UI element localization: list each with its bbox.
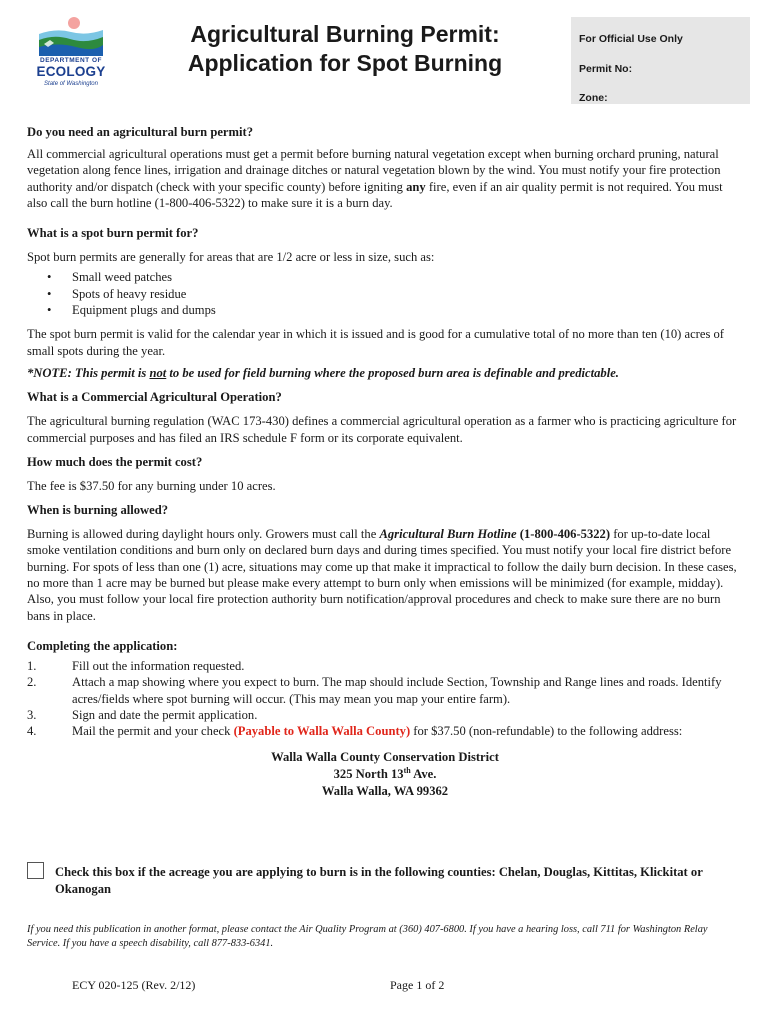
logo-department-text: DEPARTMENT OF (40, 57, 102, 64)
emphasis-not: not (149, 365, 167, 380)
form-number: ECY 020-125 (Rev. 2/12) (72, 978, 196, 992)
accessibility-footnote: If you need this publication in another format, please contact the Air Quality Program at (360) 407-6800. If you have a hearing loss, call 711 for Washington Relay Service. If you have a speech disability, call 877-833-6341. (27, 924, 708, 949)
address-line-2 (27, 766, 743, 783)
ecology-logo-graphic (36, 14, 106, 58)
step-text: Attach a map showing where you expect to burn. The map should include Section, Township and Range lines and roads. Identify acres/fields where spot burning will occur. (This may mean you map your entire farm). (72, 675, 722, 706)
section-text-commercial-operation: The agricultural burning regulation (WAC 173-430) defines a commercial agricultural operation as a farmer who is practicing agriculture for commercial purposes and has filed an IRS schedule F form or its corporate equivalent. (27, 414, 737, 445)
note-text (27, 365, 743, 381)
section-text-spot-burn-validity: The spot burn permit is valid for the calendar year in which it is issued and is good for a cumulative total of no more than ten (10) acres of small spots during the year. (27, 327, 725, 358)
emphasis-any: any (406, 179, 426, 194)
zone-label: Zone: (579, 92, 608, 104)
payable-to-note: (Payable to Walla Walla County) (233, 724, 411, 739)
official-use-box (571, 17, 750, 104)
text-run: to be used for field burning where the proposed burn area is definable and predictable. (166, 365, 619, 380)
step-text: for $37.50 (non-refundable) to the following address: (410, 724, 683, 739)
permit-number-label: Permit No: (579, 63, 633, 75)
list-item-text: Small weed patches (72, 270, 173, 285)
text-run: *NOTE: This permit is (27, 365, 150, 380)
section-text-permit-cost: The fee is $37.50 for any burning under 10 acres. (27, 478, 276, 493)
list-item (27, 302, 743, 318)
title-line-1: Agricultural Burning Permit: (190, 21, 500, 47)
bullet-icon: • (47, 286, 52, 301)
county-checkbox-label: Check this box if the acreage you are applying to burn is in the following counties: Chelan, Douglas, Kittitas, Klickitat or Okanogan (55, 865, 703, 896)
mailing-address (27, 749, 743, 800)
list-item (27, 723, 743, 739)
bullet-icon: • (47, 270, 52, 285)
section-heading-permit-cost: How much does the permit cost? (27, 454, 203, 469)
section-text-spot-burn-intro: Spot burn permits are generally for areas that are 1/2 acre or less in size, such as: (27, 250, 435, 265)
application-steps-list (27, 658, 743, 739)
section-heading-spot-burn: What is a spot burn permit for? (27, 226, 199, 241)
step-number: 1. (27, 658, 37, 673)
document-title (150, 20, 540, 78)
logo-ecology-text: ECOLOGY (36, 64, 106, 79)
text-run: Burning is allowed during daylight hours only. Growers must call the (27, 527, 380, 542)
section-text-burning-allowed (27, 526, 743, 624)
county-checkbox[interactable] (27, 862, 44, 879)
text-run: 325 North 13 (333, 767, 404, 782)
section-heading-commercial-operation: What is a Commercial Agricultural Operation? (27, 390, 282, 405)
section-text-need-permit (27, 146, 743, 211)
section-heading-completing: Completing the application: (27, 638, 178, 653)
step-text: Fill out the information requested. (72, 658, 245, 673)
step-number: 3. (27, 707, 37, 722)
section-heading-need-permit: Do you need an agricultural burn permit? (27, 125, 253, 139)
text-run: All commercial agricultural operations must get a permit before burning natural vegetation except when burning orchard pruning, natural vegetation along fence lines, irrigation and drainage ditches or natural vegetation blown by the wind. You must notify your fire protection authority and/or dispatch (check with your specific county) before igniting (27, 147, 721, 194)
list-item (27, 658, 743, 674)
list-item (27, 707, 743, 723)
text-run: for up-to-date local smoke ventilation conditions and burn only on declared burn days and during times specified. You must notify your local fire district before burning. For spots of less than one (1) acre, situations may come up that make it impractical to follow the daily burn decision. In these cases, no more than 1 acre may be burned but please make every attempt to burn only when emissions will be minimized (for example, midday). Also, you must follow your local fire protection authority burn notification/approval procedures and check to make sure there are no burn bans in place. (27, 527, 737, 623)
list-item (27, 674, 743, 707)
bullet-icon: • (47, 303, 52, 318)
logo-state-text: State of Washington (44, 81, 98, 87)
step-number: 2. (27, 675, 37, 690)
title-line-2: Application for Spot Burning (187, 50, 503, 76)
list-item (27, 286, 743, 302)
step-number: 4. (27, 724, 37, 739)
list-item-text: Spots of heavy residue (72, 286, 187, 301)
list-item-text: Equipment plugs and dumps (72, 303, 216, 318)
list-item (27, 269, 743, 285)
address-line-3: Walla Walla, WA 99362 (321, 784, 449, 799)
ecology-logo (36, 14, 106, 92)
official-use-heading: For Official Use Only (579, 33, 683, 45)
page-number: Page 1 of 2 (390, 978, 445, 992)
step-text: Sign and date the permit application. (72, 707, 258, 722)
hotline-number: (1-800-406-5322) (516, 527, 611, 542)
hotline-name: Agricultural Burn Hotline (379, 527, 517, 542)
ordinal-suffix: th (403, 766, 411, 776)
text-run: fire, even if an air quality permit is not required. You must also call the burn hotline (1-800-406-5322) to make sure it is a burn day. (27, 179, 723, 210)
step-text: Mail the permit and your check (72, 724, 234, 739)
spot-burn-list (27, 269, 743, 318)
text-run: Ave. (410, 767, 437, 782)
section-heading-burning-allowed: When is burning allowed? (27, 503, 169, 518)
main-content (27, 124, 743, 800)
address-line-1: Walla Walla County Conservation District (271, 750, 499, 765)
